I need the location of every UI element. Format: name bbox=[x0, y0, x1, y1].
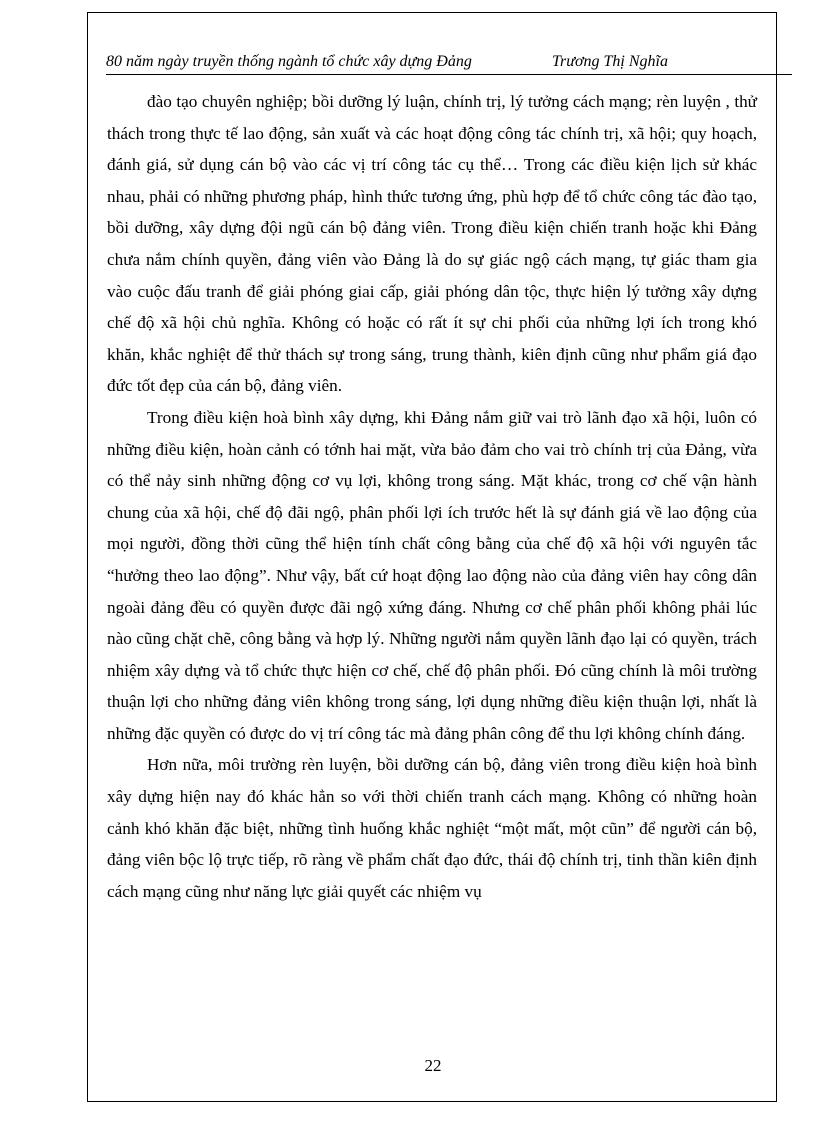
page-number: 22 bbox=[424, 1056, 442, 1075]
paragraph: Hơn nữa, môi trường rèn luyện, bồi dưỡng cán bộ, đảng viên trong điều kiện hoà bình xây dựng hiện nay đó khác hẳn so với thời chiến tranh cách mạng. Không có những hoàn cảnh khó khăn đặc biệt, những tình huống khắc nghiệt “một mất, một cũn” để người cán bộ, đảng viên bộc lộ trực tiếp, rõ ràng về phẩm chất đạo đức, thái độ chính trị, tinh thần kiên định cách mạng cũng như năng lực giải quyết các nhiệm vụ bbox=[107, 755, 757, 901]
header-title: 80 năm ngày truyền thống ngành tổ chức xây dựng Đảng bbox=[106, 53, 472, 70]
body-text bbox=[107, 86, 757, 907]
paragraph: Trong điều kiện hoà bình xây dựng, khi Đảng nắm giữ vai trò lãnh đạo xã hội, luôn có những điều kiện, hoàn cảnh có tớnh hai mặt, vừa bảo đảm cho vai trò chính trị của Đảng, vừa có thể nảy sinh những động cơ vụ lợi, không trong sáng. Mặt khác, trong cơ chế vận hành chung của xã hội, chế độ đãi ngộ, phân phối lợi ích trước hết là sự đánh giá về lao động của mọi người, đồng thời cũng thể hiện tính chất công bằng của chế độ xã hội với nguyên tắc “hưởng theo lao động”. Như vậy, bất cứ hoạt động lao động nào của đảng viên hay công dân ngoài đảng đều có quyền được đãi ngộ xứng đáng. Nhưng cơ chế phân phối không phải lúc nào cũng chặt chẽ, công bằng và hợp lý. Những người nắm quyền lãnh đạo lại có quyền, trách nhiệm xây dựng và tổ chức thực hiện cơ chế, chế độ phân phối. Đó cũng chính là môi trường thuận lợi cho những đảng viên không trong sáng, lợi dụng những điều kiện thuận lợi, nhất là những đặc quyền có được do vị trí công tác mà đảng phân công để thu lợi không chính đáng. bbox=[107, 407, 757, 743]
paragraph: đào tạo chuyên nghiệp; bồi dưỡng lý luận, chính trị, lý tưởng cách mạng; rèn luyện , thử thách trong thực tế lao động, sản xuất và các hoạt động công tác chính trị, xã hội; quy hoạch, đánh giá, sử dụng cán bộ vào các vị trí công tác cụ thể… Trong các điều kiện lịch sử khác nhau, phải có những phương pháp, hình thức tương ứng, phù hợp để tổ chức công tác đào tạo, bồi dưỡng, xây dựng đội ngũ cán bộ đảng viên. Trong điều kiện chiến tranh hoặc khi Đảng chưa nắm chính quyền, đảng viên vào Đảng là do sự giác ngộ cách mạng, tự giác tham gia vào cuộc đấu tranh để giải phóng giai cấp, giải phóng dân tộc, thực hiện lý tưởng xây dựng chế độ xã hội chủ nghĩa. Không có hoặc có rất ít sự chi phối của những lợi ích trong khó khăn, khắc nghiệt để thử thách sự trong sáng, trung thành, kiên định cũng như phẩm giá đạo đức tốt đẹp của cán bộ, đảng viên. bbox=[107, 92, 757, 396]
running-header bbox=[106, 52, 792, 75]
header-author: Trương Thị Nghĩa bbox=[552, 53, 668, 70]
